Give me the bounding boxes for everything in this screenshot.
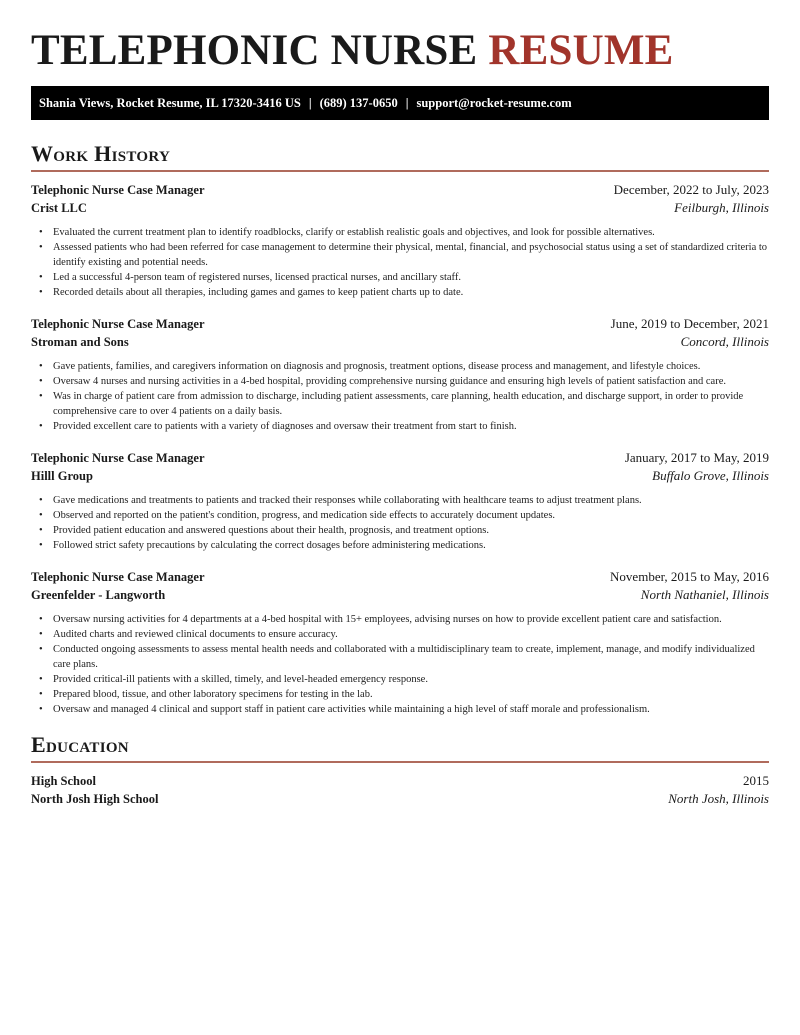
job-role: Telephonic Nurse Case Manager [31,183,205,197]
job-dates: June, 2019 to December, 2021 [610,316,769,331]
job-role: Telephonic Nurse Case Manager [31,317,205,331]
job-bullets [31,359,769,434]
contact-email[interactable]: support@rocket-resume.com [416,96,572,110]
contact-separator: | [405,96,409,110]
job-header-row [31,315,769,333]
job-bullet: • Audited charts and reviewed clinical documents to ensure accuracy. [31,627,769,642]
job-bullets [31,493,769,553]
job-location: Feilburgh, Illinois [674,200,769,215]
job-header-row [31,449,769,467]
job-dates: November, 2015 to May, 2016 [610,569,769,584]
job-bullet: • Followed strict safety precautions by calculating the correct dosages before administering medications. [31,538,769,553]
job-location: Buffalo Grove, Illinois [652,468,769,483]
job-company: Crist LLC [31,201,87,215]
job-bullets [31,225,769,300]
contact-address: Shania Views, Rocket Resume, IL 17320-3416 US [39,96,301,110]
job-location: North Nathaniel, Illinois [640,587,769,602]
job-bullet: • Gave patients, families, and caregivers information on diagnosis and prognosis, treatment options, disease process and management, and lifestyle choices. [31,359,769,374]
job-company-row [31,333,769,351]
resume-title [31,28,674,74]
education-heading: Education [31,732,769,763]
job-company: Greenfelder - Langworth [31,588,166,602]
title-accent: RESUME [488,27,674,74]
education-header-row [31,772,769,790]
job-entry [31,315,769,434]
job-bullet: • Oversaw 4 nurses and nursing activities in a 4-bed hospital, providing comprehensive nursing guidance and ensuring high levels of patient satisfaction and care. [31,374,769,389]
job-bullet: • Evaluated the current treatment plan to identify roadblocks, clarify or establish realistic goals and objectives, and look for possible alternatives. [31,225,769,240]
job-bullet: • Oversaw and managed 4 clinical and support staff in patient care activities while maintaining a high level of staff morale and professionalism. [31,702,769,717]
job-bullet: • Provided excellent care to patients with a variety of diagnoses and oversaw their treatment from start to finish. [31,419,769,434]
education-location: North Josh, Illinois [668,791,769,806]
education-school: North Josh High School [31,792,159,806]
job-company-row [31,199,769,217]
job-company-row [31,467,769,485]
job-company-row [31,586,769,604]
job-entry [31,568,769,717]
job-bullets [31,612,769,717]
job-company: Hilll Group [31,469,93,483]
job-role: Telephonic Nurse Case Manager [31,570,205,584]
job-bullet: • Provided patient education and answered questions about their health, prognosis, and treatment options. [31,523,769,538]
education-school-row [31,790,769,808]
job-bullet: • Assessed patients who had been referred for case management to determine their physical, mental, financial, and psychosocial status using a set of standardized criteria to identify existing and potential needs. [31,240,769,270]
job-bullet: • Prepared blood, tissue, and other laboratory specimens for testing in the lab. [31,687,769,702]
contact-separator: | [308,96,312,110]
job-bullet: • Was in charge of patient care from admission to discharge, including patient assessments, care planning, health education, and discharge support, in order to provide comprehensive care to over 4 patients on a daily basis. [31,389,769,419]
job-header-row [31,568,769,586]
job-bullet: • Provided critical-ill patients with a skilled, timely, and level-headed emergency response. [31,672,769,687]
job-dates: January, 2017 to May, 2019 [624,450,769,465]
education-year: 2015 [743,773,769,788]
contact-phone[interactable]: (689) 137-0650 [319,96,398,110]
work-history-heading: Work History [31,141,769,172]
job-dates: December, 2022 to July, 2023 [613,182,769,197]
job-bullet: • Conducted ongoing assessments to assess mental health needs and collaborated with a multidisciplinary team to create, implement, manage, and modify individualized care plans. [31,642,769,672]
job-company: Stroman and Sons [31,335,129,349]
job-bullet: • Gave medications and treatments to patients and tracked their responses while collaborating with healthcare teams to adjust treatment plans. [31,493,769,508]
job-bullet: • Observed and reported on the patient's condition, progress, and medication side effects to accurately document updates. [31,508,769,523]
job-entry [31,181,769,300]
education-entry [31,772,769,808]
job-bullet: • Oversaw nursing activities for 4 departments at a 4-bed hospital with 15+ employees, advising nurses on how to provide excellent patient care and satisfaction. [31,612,769,627]
contact-bar [31,86,769,120]
job-bullet: • Recorded details about all therapies, including games and games to keep patient charts up to date. [31,285,769,300]
job-bullet: • Led a successful 4-person team of registered nurses, licensed practical nurses, and ancillary staff. [31,270,769,285]
job-entry [31,449,769,553]
job-location: Concord, Illinois [680,334,769,349]
job-header-row [31,181,769,199]
title-main: TELEPHONIC NURSE [31,27,478,74]
education-degree: High School [31,774,96,788]
job-role: Telephonic Nurse Case Manager [31,451,205,465]
